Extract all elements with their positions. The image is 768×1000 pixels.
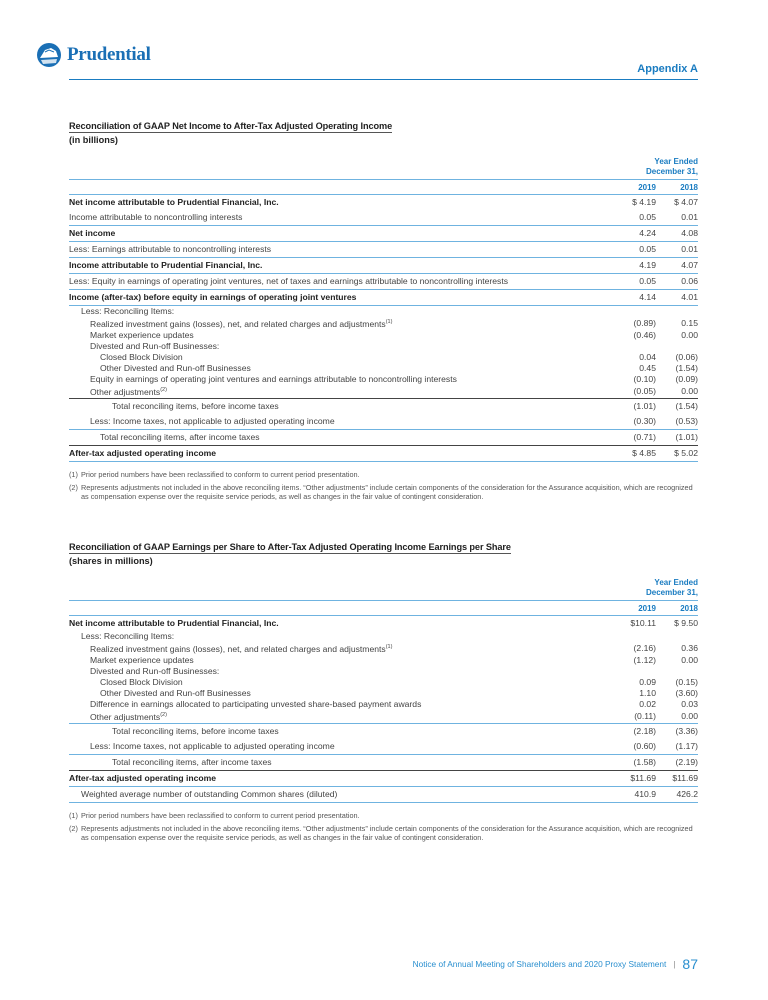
row-label: Income attributable to Prudential Financial, Inc. bbox=[69, 260, 263, 270]
table2-years bbox=[69, 601, 698, 616]
value-2019: 0.05 bbox=[639, 244, 656, 254]
value-2019: 0.05 bbox=[639, 276, 656, 286]
value-2019: $ 4.19 bbox=[632, 197, 656, 207]
footnote-text: Prior period numbers have been reclassified to conform to current period presentation. bbox=[81, 811, 360, 820]
value-2018: 0.01 bbox=[681, 212, 698, 222]
table-row bbox=[69, 787, 698, 803]
value-2018: $11.69 bbox=[672, 773, 698, 783]
footnote bbox=[69, 824, 698, 843]
value-2019: (0.11) bbox=[634, 711, 656, 721]
value-2019: $11.69 bbox=[630, 773, 656, 783]
table-row bbox=[69, 724, 698, 739]
december-label: December 31, bbox=[645, 588, 698, 597]
value-2018: 0.00 bbox=[681, 330, 698, 340]
row-label: Less: Reconciling Items: bbox=[81, 631, 175, 641]
row-label: Market experience updates bbox=[90, 330, 194, 340]
table2-rows bbox=[69, 616, 698, 803]
value-2019: 1.10 bbox=[639, 688, 656, 698]
value-2019: 4.14 bbox=[639, 292, 656, 302]
value-2019: 0.45 bbox=[639, 363, 656, 373]
value-2018: 0.00 bbox=[681, 655, 698, 665]
footnote-ref: (1) bbox=[385, 644, 393, 650]
table1-rows bbox=[69, 195, 698, 462]
value-2018: 4.08 bbox=[681, 228, 698, 238]
value-2018: (0.06) bbox=[675, 352, 698, 362]
value-2018: 0.36 bbox=[681, 643, 698, 653]
row-label: Total reconciling items, after income taxes bbox=[100, 432, 260, 442]
footnote-number: (2) bbox=[69, 482, 78, 492]
value-2019: (0.46) bbox=[633, 330, 656, 340]
year-2018: 2018 bbox=[680, 603, 698, 613]
row-label: Less: Equity in earnings of operating joint ventures, net of taxes and earnings attributable to noncontrolling interests bbox=[69, 276, 509, 286]
table1-subtitle: (in billions) bbox=[69, 135, 118, 145]
table1-title: Reconciliation of GAAP Net Income to After-Tax Adjusted Operating Income bbox=[69, 121, 393, 131]
row-label: After-tax adjusted operating income bbox=[69, 773, 217, 783]
row-label: Total reconciling items, after income taxes bbox=[112, 757, 272, 767]
table2-footnotes bbox=[69, 811, 698, 843]
year-ended-label: Year Ended bbox=[654, 578, 698, 587]
row-label: Market experience updates bbox=[90, 655, 194, 665]
page-footer bbox=[413, 956, 698, 972]
value-2019: (1.01) bbox=[633, 401, 656, 411]
row-label: Net income attributable to Prudential Financial, Inc. bbox=[69, 618, 279, 628]
row-label: Divested and Run-off Businesses: bbox=[90, 666, 220, 676]
table-row bbox=[69, 399, 698, 414]
value-2019: (0.71) bbox=[633, 432, 656, 442]
value-2018: (1.54) bbox=[675, 401, 698, 411]
table-row bbox=[69, 666, 698, 677]
table-row bbox=[69, 330, 698, 341]
footnote-number: (2) bbox=[69, 823, 78, 833]
footnote-ref: (2) bbox=[160, 387, 167, 393]
logo-text: Prudential bbox=[67, 44, 151, 65]
footnote-text: Prior period numbers have been reclassified to conform to current period presentation. bbox=[81, 470, 360, 479]
value-2018: 0.15 bbox=[681, 318, 698, 328]
value-2018: (1.17) bbox=[675, 741, 698, 751]
value-2019: (2.16) bbox=[633, 643, 656, 653]
table2-section bbox=[69, 537, 698, 846]
header-divider bbox=[69, 79, 698, 80]
row-label: Less: Income taxes, not applicable to adjusted operating income bbox=[90, 741, 335, 751]
row-label: Other Divested and Run-off Businesses bbox=[100, 363, 251, 373]
table-row bbox=[69, 258, 698, 274]
value-2018: 4.07 bbox=[681, 260, 698, 270]
table-row bbox=[69, 616, 698, 631]
footnote bbox=[69, 483, 698, 502]
table-row bbox=[69, 317, 698, 330]
year-ended-label: Year Ended bbox=[654, 157, 698, 166]
rock-of-gibraltar-icon bbox=[36, 42, 62, 68]
row-label: Equity in earnings of operating joint ventures and earnings attributable to noncontrolling interests bbox=[90, 374, 457, 384]
value-2018: (1.54) bbox=[675, 363, 698, 373]
value-2018: 0.03 bbox=[681, 699, 698, 709]
footnote bbox=[69, 470, 698, 480]
year-2019: 2019 bbox=[638, 182, 656, 192]
value-2018: 4.01 bbox=[681, 292, 698, 302]
page-number: 87 bbox=[682, 956, 698, 972]
table-row bbox=[69, 195, 698, 210]
value-2019: (0.60) bbox=[633, 741, 656, 751]
row-label: Less: Income taxes, not applicable to adjusted operating income bbox=[90, 416, 335, 426]
row-label: Divested and Run-off Businesses: bbox=[90, 341, 220, 351]
value-2019: 0.02 bbox=[639, 699, 656, 709]
value-2019: 4.24 bbox=[639, 228, 656, 238]
table-row bbox=[69, 374, 698, 385]
table-row bbox=[69, 771, 698, 787]
value-2018: (3.60) bbox=[675, 688, 698, 698]
value-2018: $ 4.07 bbox=[674, 197, 698, 207]
value-2018: (3.36) bbox=[675, 726, 698, 736]
row-label: Weighted average number of outstanding Common shares (diluted) bbox=[81, 789, 338, 799]
row-label: Other adjustments$^{(2)}$ bbox=[90, 712, 167, 722]
value-2019: 0.04 bbox=[639, 352, 656, 362]
table-row bbox=[69, 655, 698, 666]
row-label: Less: Earnings attributable to noncontrolling interests bbox=[69, 244, 272, 254]
value-2018: $ 9.50 bbox=[674, 618, 698, 628]
footnote bbox=[69, 811, 698, 821]
table-row bbox=[69, 414, 698, 430]
table2-title: Reconciliation of GAAP Earnings per Share to After-Tax Adjusted Operating Income Earnings per Share bbox=[69, 542, 511, 552]
value-2018: 0.06 bbox=[681, 276, 698, 286]
value-2019: (0.05) bbox=[633, 386, 656, 396]
value-2019: 0.09 bbox=[639, 677, 656, 687]
table2-year-header bbox=[69, 578, 698, 601]
value-2019: 4.19 bbox=[639, 260, 656, 270]
row-label: Total reconciling items, before income taxes bbox=[112, 726, 279, 736]
table-row bbox=[69, 363, 698, 374]
table1-section bbox=[69, 116, 698, 505]
footnote-text: Represents adjustments not included in the above reconciling items. “Other adjustments” include certain components of the consideration for the Assurance acquisition, which are recognized as compensation expense over the requisite service periods, as well as changes in the fair value of contingent consideration. bbox=[81, 823, 693, 842]
row-label: Net income bbox=[69, 228, 116, 238]
table1-year-header bbox=[69, 157, 698, 180]
value-2018: (0.09) bbox=[675, 374, 698, 384]
table-row bbox=[69, 352, 698, 363]
table-row bbox=[69, 642, 698, 655]
value-2018: (0.15) bbox=[675, 677, 698, 687]
value-2019: $ 4.85 bbox=[632, 448, 656, 458]
table-row bbox=[69, 739, 698, 755]
value-2018: $ 5.02 bbox=[674, 448, 698, 458]
footnote-text: Represents adjustments not included in the above reconciling items. “Other adjustments” include certain components of the consideration for the Assurance acquisition, which are recognized as compensation expense over the requisite service periods, as well as changes in the fair value of contingent consideration. bbox=[81, 482, 693, 501]
footnote-ref: (1) bbox=[385, 319, 393, 325]
value-2019: 410.9 bbox=[634, 789, 656, 799]
row-label: Net income attributable to Prudential Financial, Inc. bbox=[69, 197, 279, 207]
row-label: Total reconciling items, before income taxes bbox=[112, 401, 279, 411]
row-label: Difference in earnings allocated to participating unvested share-based payment awards bbox=[90, 699, 422, 709]
value-2018: (1.01) bbox=[675, 432, 698, 442]
row-label: Closed Block Division bbox=[100, 677, 183, 687]
table1-footnotes bbox=[69, 470, 698, 502]
row-label: Closed Block Division bbox=[100, 352, 183, 362]
table-row bbox=[69, 385, 698, 399]
table-row bbox=[69, 341, 698, 352]
table-row bbox=[69, 446, 698, 462]
table-row bbox=[69, 430, 698, 446]
table-row bbox=[69, 710, 698, 724]
value-2019: (0.10) bbox=[633, 374, 656, 384]
table-row bbox=[69, 274, 698, 290]
value-2018: 0.01 bbox=[681, 244, 698, 254]
table-row bbox=[69, 226, 698, 242]
table-row bbox=[69, 306, 698, 317]
row-label: Realized investment gains (losses), net, and related charges and adjustments$^{(1)}$ bbox=[90, 319, 393, 329]
row-label: Realized investment gains (losses), net, and related charges and adjustments$^{(1)}$ bbox=[90, 644, 393, 654]
row-label: Income attributable to noncontrolling interests bbox=[69, 212, 243, 222]
table-row bbox=[69, 242, 698, 258]
row-label: Income (after-tax) before equity in earnings of operating joint ventures bbox=[69, 292, 357, 302]
row-label: Other Divested and Run-off Businesses bbox=[100, 688, 251, 698]
footnote-ref: (2) bbox=[160, 712, 167, 718]
value-2019: (2.18) bbox=[633, 726, 656, 736]
value-2019: (1.12) bbox=[633, 655, 656, 665]
footer-text: Notice of Annual Meeting of Shareholders and 2020 Proxy Statement bbox=[412, 959, 667, 969]
value-2019: 0.05 bbox=[639, 212, 656, 222]
row-label: Less: Reconciling Items: bbox=[81, 306, 175, 316]
footnote-number: (1) bbox=[69, 470, 78, 479]
prudential-logo bbox=[36, 42, 151, 68]
table-row bbox=[69, 631, 698, 642]
table2-subtitle: (shares in millions) bbox=[69, 556, 153, 566]
row-label: After-tax adjusted operating income bbox=[69, 448, 217, 458]
table-row bbox=[69, 210, 698, 226]
value-2018: 426.2 bbox=[676, 789, 698, 799]
table-row bbox=[69, 290, 698, 306]
table-row bbox=[69, 755, 698, 771]
value-2019: $10.11 bbox=[630, 618, 656, 628]
table1-years bbox=[69, 180, 698, 195]
value-2018: (2.19) bbox=[675, 757, 698, 767]
value-2019: (0.30) bbox=[633, 416, 656, 426]
footnote-number: (1) bbox=[69, 811, 78, 820]
table-row bbox=[69, 688, 698, 699]
table-row bbox=[69, 677, 698, 688]
value-2018: 0.00 bbox=[681, 386, 698, 396]
december-label: December 31, bbox=[645, 167, 698, 176]
footer-separator: | bbox=[673, 959, 676, 969]
row-label: Other adjustments$^{(2)}$ bbox=[90, 387, 167, 397]
value-2019: (0.89) bbox=[633, 318, 656, 328]
table-row bbox=[69, 699, 698, 710]
year-2019: 2019 bbox=[638, 603, 656, 613]
year-2018: 2018 bbox=[680, 182, 698, 192]
value-2019: (1.58) bbox=[633, 757, 656, 767]
value-2018: 0.00 bbox=[681, 711, 698, 721]
value-2018: (0.53) bbox=[675, 416, 698, 426]
appendix-label: Appendix A bbox=[637, 63, 698, 75]
